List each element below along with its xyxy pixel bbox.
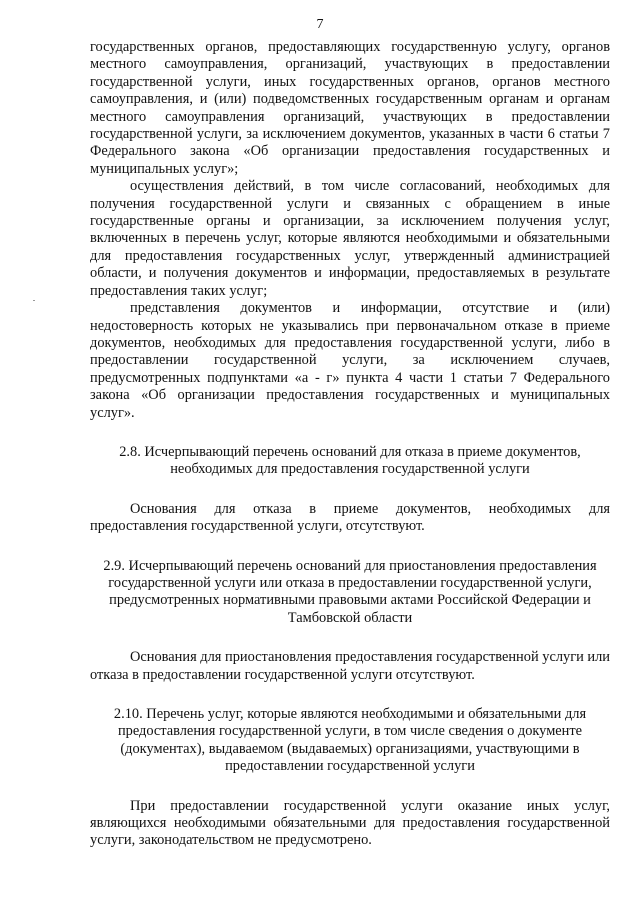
section-2-8-heading: 2.8. Исчерпывающий перечень оснований для отказа в приеме документов, необходимых для предоставления государственной услуги: [119, 443, 581, 478]
section-2-10-heading: 2.10. Перечень услуг, которые являются необходимыми и обязательными для предоставления государственной услуги, в том числе сведения о документе (документах), выдаваемом (выдаваемых) организациями, участвующими в предоставлении государственной услуги: [113, 706, 587, 775]
paragraph-documents: представления документов и информации, отсутствие и (или) недостоверность которых не указывались при первоначальном отказе в приеме документов, необходимых для предоставления государственной услуги, либо в предоставлении государственной услуги, за исключением случаев, предусмотренных подпунктами «а - г» пункта 4 части 1 статьи 7 Федерального закона «Об организации предоставления государственных и муниципальных услуг».: [90, 300, 610, 421]
document-body: [90, 39, 610, 850]
paragraph-continued: государственных органов, предоставляющих государственную услугу, органов местного самоуправления, организаций, участвующих в предоставлении государственной услуги, иных государственных органов, органов местного самоуправления, и (или) подведомственных государственным органам и органам местного самоуправления организаций, участвующих в предоставлении государственной услуги, за исключением документов, указанных в части 6 статьи 7 Федерального закона «Об организации предоставления государственных и муниципальных услуг»;: [90, 39, 610, 177]
paragraph-actions: осуществления действий, в том числе согласований, необходимых для получения государственной услуги и связанных с обращением в иные государственные органы и организации, за исключением получения услуг, включенных в перечень услуг, которые являются необходимыми и обязательными для предоставления государственных услуг, утвержденный администрацией области, и получения документов и информации, предоставляемых в результате предоставления таких услуг;: [90, 178, 610, 299]
section-2-8-body: Основания для отказа в приеме документов, необходимых для предоставления государственной услуги, отсутствуют.: [90, 500, 610, 535]
margin-mark: [33, 300, 35, 301]
section-2-9-heading: 2.9. Исчерпывающий перечень оснований для приостановления предоставления государственной услуги или отказа в предоставлении государственной услуги, предусмотренных нормативными правовыми актами Российской Федерации и Тамбовской области: [103, 557, 597, 626]
section-2-9-body: Основания для приостановления предоставления государственной услуги или отказа в предоставлении государственной услуги отсутствуют.: [90, 649, 610, 683]
page-number: 7: [316, 17, 324, 32]
section-2-10-body: При предоставлении государственной услуги оказание иных услуг, являющихся необходимыми обязательными для предоставления государственной услуги, законодательством не предусмотрено.: [90, 797, 610, 849]
